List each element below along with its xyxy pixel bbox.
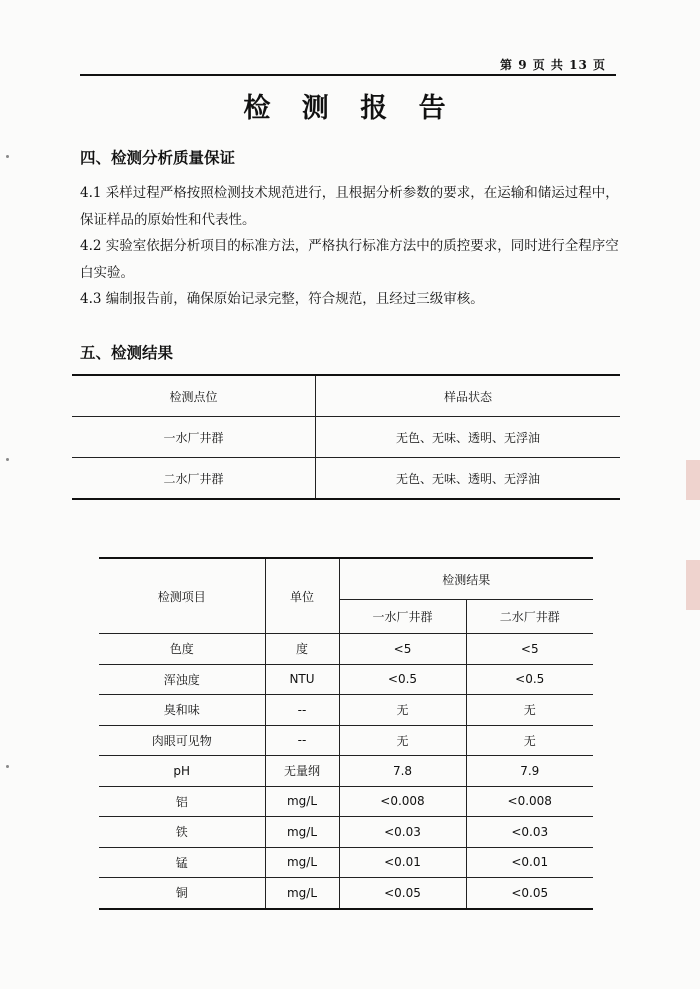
scan-dot — [6, 765, 9, 768]
table-cell: 肉眼可见物 — [99, 725, 265, 756]
section5-heading: 五、检测结果 — [80, 343, 174, 362]
table-cell: 度 — [265, 634, 339, 665]
table-cell: 7.8 — [339, 756, 466, 787]
table-cell: mg/L — [265, 847, 339, 878]
table-cell: 铁 — [99, 817, 265, 848]
table-row — [72, 458, 620, 500]
section4-paragraph-2: 4.2 实验室依据分析项目的标准方法，严格执行标准方法中的质控要求，同时进行全程序空白实验。 — [80, 238, 619, 281]
table-cell: 色度 — [99, 634, 265, 665]
table-cell: 无量纲 — [265, 756, 339, 787]
section4-heading: 四、检测分析质量保证 — [80, 148, 236, 167]
table-row — [99, 878, 593, 909]
table-cell: 无色、无味、透明、无浮油 — [316, 417, 621, 458]
result-header: 检测结果 — [339, 558, 593, 600]
seal-edge-mark — [686, 460, 700, 500]
table-row — [72, 417, 620, 458]
table-cell: <0.05 — [466, 878, 593, 909]
page-number: 第 9 页 共 13 页 — [500, 58, 606, 72]
site-header: 一水厂井群 — [339, 600, 466, 634]
table-cell: 臭和味 — [99, 695, 265, 726]
scan-dot — [6, 155, 9, 158]
table-cell: <0.01 — [466, 847, 593, 878]
table-cell: <0.008 — [339, 786, 466, 817]
table-row — [99, 634, 593, 665]
table-cell: mg/L — [265, 786, 339, 817]
table-row — [99, 786, 593, 817]
table-row — [99, 847, 593, 878]
table-cell: 无 — [339, 725, 466, 756]
header-cell: 样品状态 — [443, 389, 492, 404]
table-row — [99, 664, 593, 695]
table-cell: <5 — [339, 634, 466, 665]
table-cell: 锰 — [99, 847, 265, 878]
scan-dot — [6, 458, 9, 461]
table-row — [99, 756, 593, 787]
table-cell: -- — [265, 695, 339, 726]
section4-paragraph-1: 4.1 采样过程严格按照检测技术规范进行，且根据分析参数的要求，在运输和储运过程中，保证样品的原始性和代表性。 — [80, 185, 619, 228]
section4-paragraph-3: 4.3 编制报告前，确保原始记录完整，符合规范，且经过三级审核。 — [80, 291, 484, 307]
table-cell: 无 — [339, 695, 466, 726]
table-cell: NTU — [265, 664, 339, 695]
table-cell: <0.008 — [466, 786, 593, 817]
table-cell: 无色、无味、透明、无浮油 — [316, 458, 621, 500]
table-cell: mg/L — [265, 817, 339, 848]
table-cell: mg/L — [265, 878, 339, 909]
table-cell: <0.03 — [339, 817, 466, 848]
table-cell: <0.5 — [466, 664, 593, 695]
table-cell: <0.03 — [466, 817, 593, 848]
table-cell: 浑浊度 — [99, 664, 265, 695]
table-cell: 无 — [466, 725, 593, 756]
table-row — [99, 695, 593, 726]
item-header: 检测项目 — [99, 558, 265, 634]
table-header-row — [72, 375, 620, 417]
report-title: 检 测 报 告 — [243, 93, 457, 124]
table-row — [99, 725, 593, 756]
table-cell: <5 — [466, 634, 593, 665]
table-cell: <0.01 — [339, 847, 466, 878]
sample-status-table — [72, 374, 620, 500]
table-cell: 一水厂井群 — [72, 417, 316, 458]
table-cell: 二水厂井群 — [72, 458, 316, 500]
site-header: 二水厂井群 — [466, 600, 593, 634]
seal-edge-mark — [686, 560, 700, 610]
table-cell: 7.9 — [466, 756, 593, 787]
table-cell: 铜 — [99, 878, 265, 909]
unit-header: 单位 — [265, 558, 339, 634]
results-table — [99, 557, 593, 910]
table-cell: <0.5 — [339, 664, 466, 695]
table-cell: 铝 — [99, 786, 265, 817]
header-cell: 检测点位 — [72, 375, 316, 417]
table-cell: pH — [99, 756, 265, 787]
table-row — [99, 817, 593, 848]
table-cell: <0.05 — [339, 878, 466, 909]
table-cell: 无 — [466, 695, 593, 726]
page-header — [80, 54, 616, 76]
table-cell: -- — [265, 725, 339, 756]
